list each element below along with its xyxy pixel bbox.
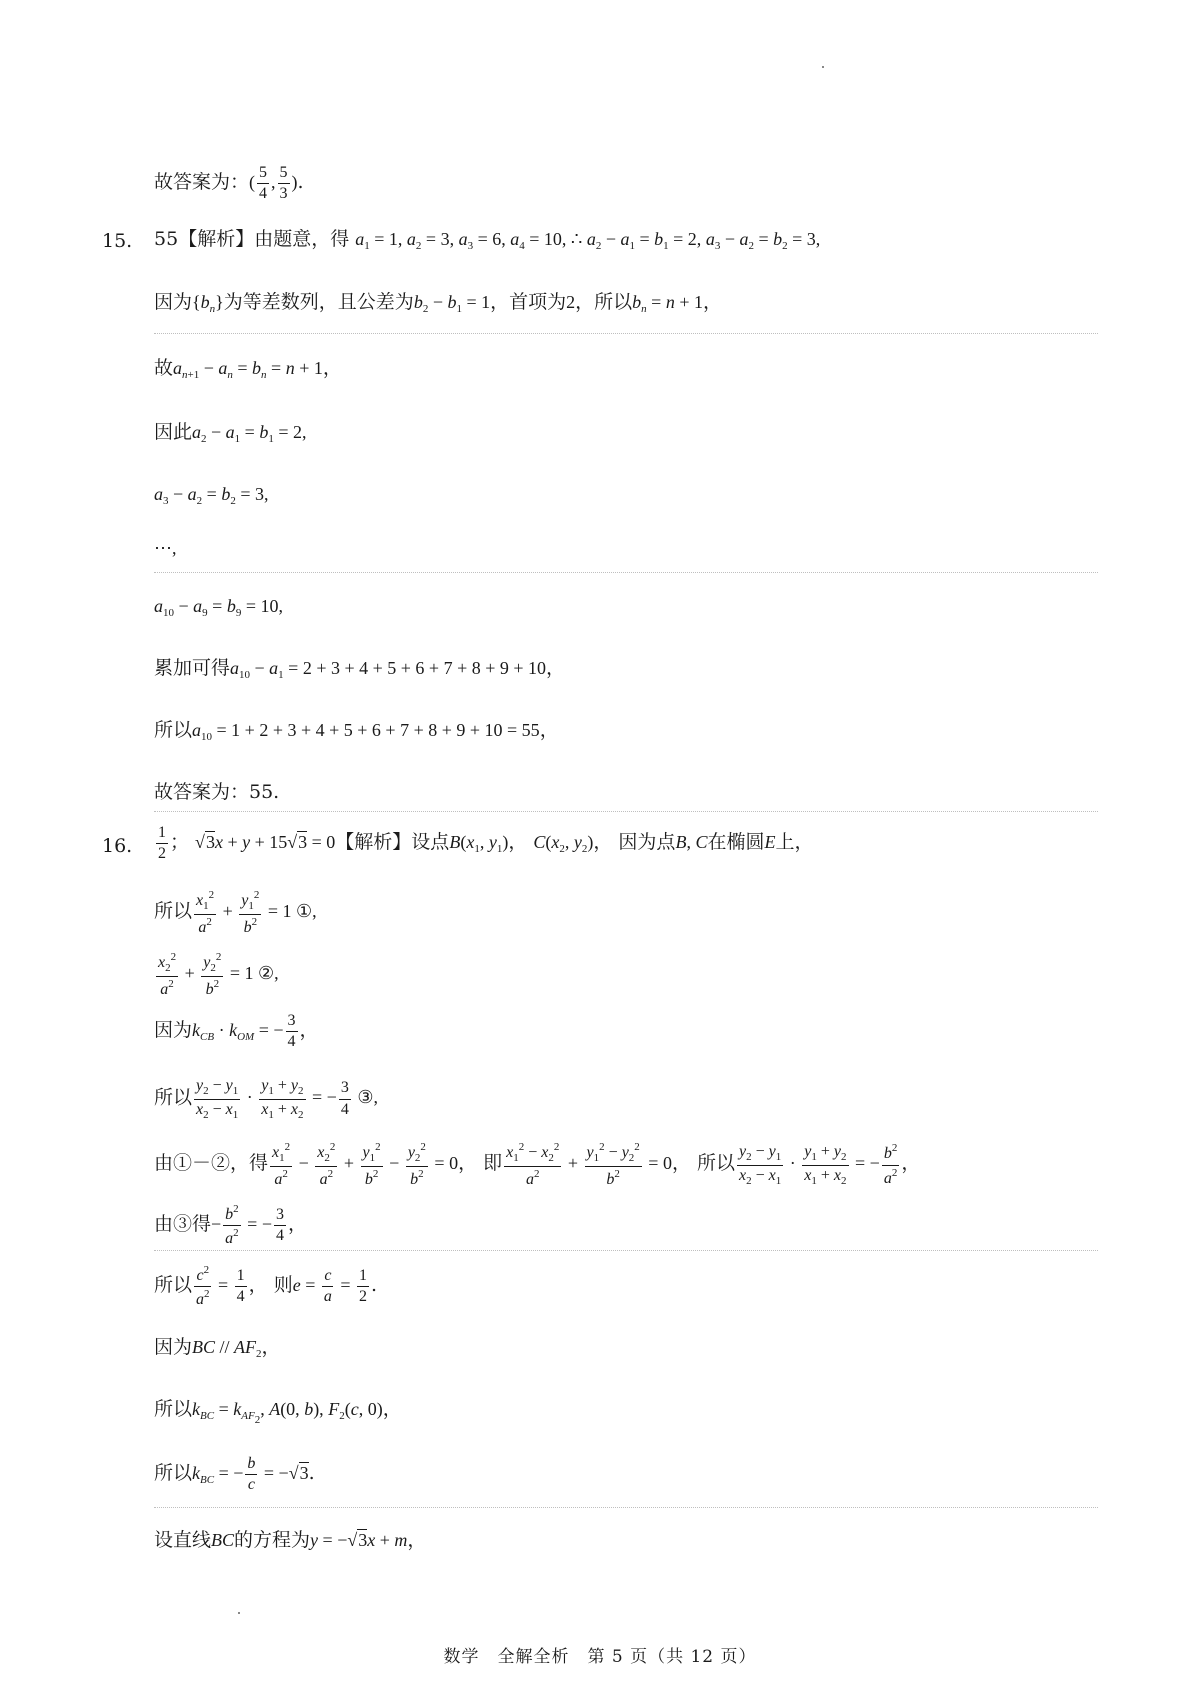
q16-line-5: 所以 $\frac{y_2 - y_1}{x_2 - x_1}$ · $\frac{y_1 + y_2}{x_1 + x_2}$ = − $\frac{3}{4}$ ③, [154, 1077, 378, 1121]
q16-line-6: 由①－②，得 $\frac{x_1^2}{a^2}$ − $\frac{x_2^2}{a^2}$ + $\frac{y_1^2}{b^2}$ − $\frac{y_2^2}{b^2}$ = 0， 即 $\frac{x_1^2 - x_2^2}{a^2}$ + $\frac{y_1^2 - y_2^2}{b^2}$ = 0， 所以 $\frac{y_2 - y_1}{x_2 - x_1}$ · $\frac{y_1 + y_2}{x_1 + x_2}$ = − $\frac{b^2}{a^2}$ ， [154, 1141, 921, 1188]
q16-line-1: $\frac{1}{2}$ ； √3x + y + 15√3 = 0【解析】设点$B(x_1$, $y_1$)， $C(x_2$, $y_2$)， 因为点B, C在椭圆E上， [158, 824, 814, 863]
q15-line-6: ⋯, [154, 538, 177, 558]
q15-line-4: 因此$a_2 - a_1 = b_1 = 2$, [154, 421, 307, 445]
question-number-15: 15. [102, 230, 133, 252]
q15-line-9: 所以$a_{10} = 1 + 2 + 3 + 4 + 5 + 6 + 7 + 8 + 9 + 10 = 55$， [154, 719, 559, 743]
q15-line-5: $a_3 - a_2 = b_2 = 3$, [154, 484, 269, 507]
q15-line-2: 因为$\{b_n\}$为等差数列，且公差为$b_2 - b_1 = 1$，首项为2，所以$b_n = n + 1$， [154, 291, 722, 315]
q16-line-2: 所以 $\frac{x_1^2}{a^2}$ + $\frac{y_1^2}{b^2}$ = 1 ①, [154, 889, 317, 936]
q15-line-8: 累加可得$a_{10} - a_1 = 2 + 3 + 4 + 5 + 6 + 7 + 8 + 9 + 10$， [154, 657, 566, 681]
q15-line-7: $a_{10} - a_9 = b_9 = 10$, [154, 596, 283, 619]
q16-line-11: 所以$k_{BC}$ = − $\frac{b}{c}$ = −√3. [154, 1455, 315, 1494]
q15-answer: 故答案为：55. [154, 781, 280, 803]
q16-line-12: 设直线BC的方程为y = −√3x + m， [154, 1529, 427, 1551]
q16-line-10: 所以$k_{BC} = k_{AF_2}$, A(0, b), $F_2(c$, 0)， [154, 1398, 402, 1426]
q16-line-8: 所以 $\frac{c^2}{a^2}$ = $\frac{1}{4}$ ， 则e = $\frac{c}{a}$ = $\frac{1}{2}$ . [154, 1264, 378, 1309]
answer-line-14: 故答案为：( $\frac{5}{4}$ , $\frac{5}{3}$ ). [154, 164, 304, 203]
q16-line-7: 由③得− $\frac{b^2}{a^2}$ = − $\frac{3}{4}$ ， [154, 1203, 307, 1248]
page-footer: 数学 全解全析 第 5 页（共 12 页） [443, 1647, 757, 1667]
q15-line-1: 55【解析】由题意，得 $a_1 = 1$, $a_2 = 3$, $a_3 = 6$, $a_4 = 10$, ∴ $a_2 - a_1 = b_1 = 2$, $a_3 - a_2 = b_2 = 3$, [154, 228, 821, 252]
q16-line-4: 因为$k_{CB} \cdot k_{OM}$ = − $\frac{3}{4}$ ， [154, 1012, 319, 1051]
q15-line-3: 故$a_{n+1} - a_n = b_n = n + 1$， [154, 357, 342, 381]
q16-line-3: $\frac{x_2^2}{a^2}$ + $\frac{y_2^2}{b^2}$ = 1 ②, [158, 951, 279, 998]
question-number-16: 16. [102, 835, 133, 857]
q16-line-9: 因为BC // $AF_2$， [154, 1336, 281, 1360]
